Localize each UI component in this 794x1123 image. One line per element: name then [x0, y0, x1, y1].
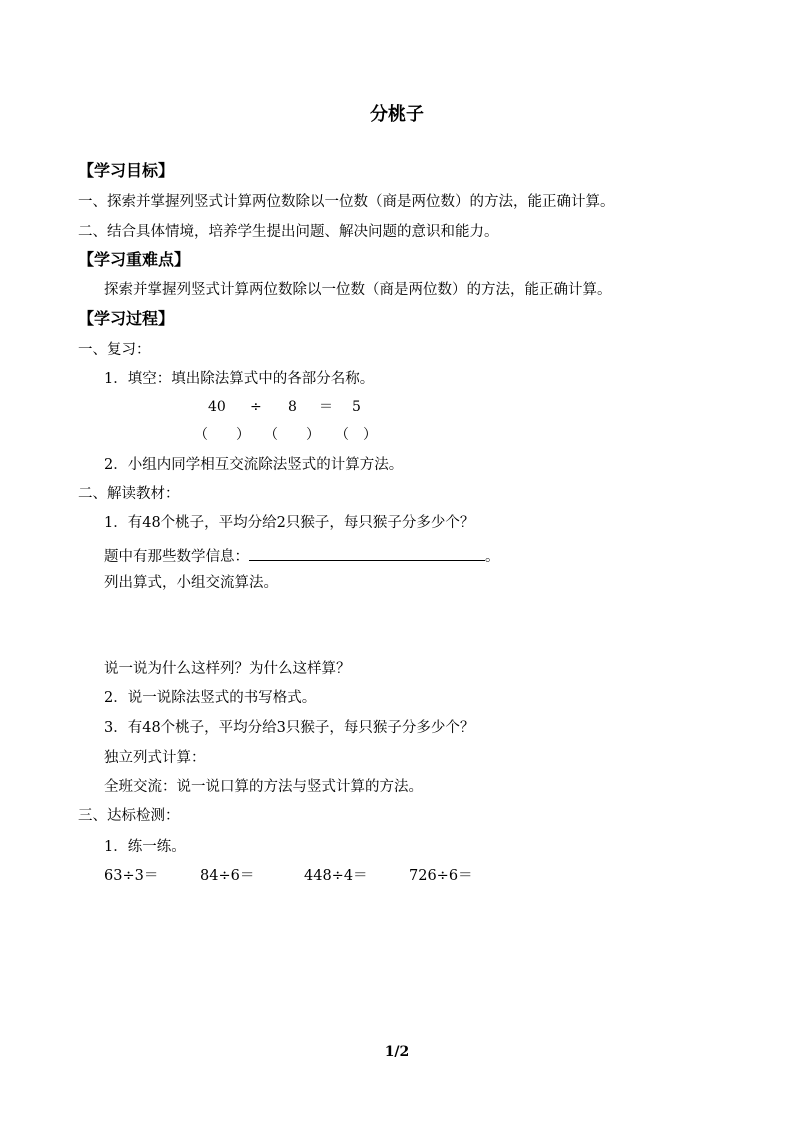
blank-divisor: （ ） — [264, 427, 320, 443]
key-points-text: 探索并掌握列竖式计算两位数除以一位数（商是两位数）的方法，能正确计算。 — [104, 282, 612, 298]
math-info-prompt: 题中有那些数学信息： — [104, 549, 249, 565]
independent-calc: 独立列式计算： — [104, 750, 206, 766]
exercise-4: 726÷6＝ — [409, 868, 473, 884]
exercise-1: 63÷3＝ — [104, 868, 159, 884]
list-formula: 列出算式，小组交流算法。 — [104, 575, 278, 591]
review-item-2: 2．小组内同学相互交流除法竖式的计算方法。 — [104, 457, 404, 473]
goal-1: 一、探索并掌握列竖式计算两位数除以一位数（商是两位数）的方法，能正确计算。 — [78, 194, 615, 210]
divisor: 8 — [288, 399, 297, 415]
blank-dividend: （ ） — [194, 427, 250, 443]
blank-quotient: （ ） — [335, 427, 377, 443]
review-item-1: 1．填空：填出除法算式中的各部分名称。 — [104, 371, 375, 387]
review-heading: 一、复习： — [78, 342, 151, 358]
division-sign: ÷ — [250, 399, 262, 415]
quotient: 5 — [352, 399, 361, 415]
process-heading: 【学习过程】 — [78, 309, 175, 328]
page-number: 1/2 — [384, 1044, 410, 1060]
class-discussion: 全班交流：说一说口算的方法与竖式计算的方法。 — [104, 779, 423, 795]
exercise-3: 448÷4＝ — [304, 868, 368, 884]
why-question: 说一说为什么这样列？为什么这样算？ — [104, 661, 351, 677]
goals-heading: 【学习目标】 — [78, 161, 175, 180]
math-info-line — [104, 544, 500, 567]
test-heading: 三、达标检测： — [78, 808, 180, 824]
math-info-end: 。 — [485, 549, 500, 565]
key-points-heading: 【学习重难点】 — [78, 250, 191, 269]
textbook-heading: 二、解读教材： — [78, 486, 180, 502]
equals-sign: ＝ — [319, 399, 333, 415]
test-item-1: 1．练一练。 — [104, 839, 186, 855]
textbook-item-3: 3．有48个桃子，平均分给3只猴子，每只猴子分多少个？ — [104, 720, 475, 736]
dividend: 40 — [208, 399, 226, 415]
math-info-blank[interactable] — [249, 544, 485, 561]
exercise-2: 84÷6＝ — [200, 868, 255, 884]
textbook-item-1: 1．有48个桃子，平均分给2只猴子，每只猴子分多少个？ — [104, 515, 475, 531]
page-title: 分桃子 — [370, 104, 424, 125]
textbook-item-2: 2．说一说除法竖式的书写格式。 — [104, 690, 317, 706]
goal-2: 二、结合具体情境，培养学生提出问题、解决问题的意识和能力。 — [78, 224, 499, 240]
